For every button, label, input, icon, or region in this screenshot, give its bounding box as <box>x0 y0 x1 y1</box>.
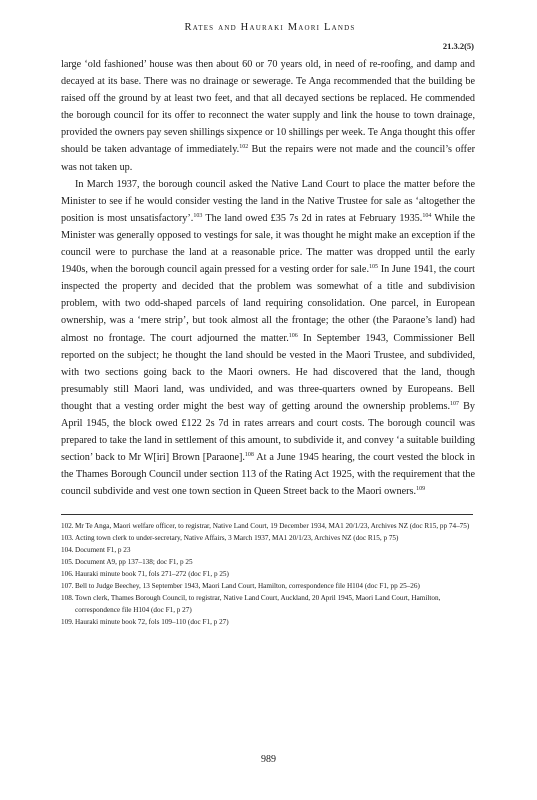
main-text <box>61 56 475 500</box>
page-number: 989 <box>261 754 276 765</box>
footnote-ref-102[interactable]: 102 <box>239 144 249 151</box>
footnote-ref-109[interactable]: 109 <box>416 486 426 493</box>
footnote-item: 105.Document A9, pp 137–138; doc F1, p 25 <box>61 558 193 567</box>
footnote-item: 109.Hauraki minute book 72, fols 109–110 (doc F1, p 27) <box>61 618 229 627</box>
footnote-item: 104.Document F1, p 23 <box>61 546 131 555</box>
paragraph-2: In March 1937, the borough council asked the Native Land Court to place the matter before the Minister to see if he would consider vesting the land in the Native Trustee for sale as ‘altogether the position is most unsatisfactory’.$^{103}$ The land owed £35 7s 2d in rates at February 1935.$^{104}$ While the Minister was generally opposed to vestings for sale, it was thought he might make an exception if the council were to purchase the land at a reasonable price. The matter was dropped until the early 1940s, when the borough council again pressed for a vesting order for sale.$^{105}$ In June 1941, the court inspected the property and decided that the problem was somewhat of a title and subdivision problem, with two odd-shaped parcels of land requiring consolidation. One parcel, in European ownership, was a ‘mere strip’, but took almost all the frontage; the other (the Paraone’s land) had almost no frontage. The court adjourned the matter.$^{106}$ In September 1943, Commissioner Bell reported on the subject; he thought the land should be vested in the Maori Trustee, and subdivided, with two sections going back to the Maori owners. He had discovered that the land, though presumably still Maori land, was undivided, and was three-quarters owned by Europeans. Bell thought that a vesting order might the best way of getting around the ownership problems.$^{107}$ By April 1945, the block owed £122 2s 7d in rates arrears and court costs. The borough council was prepared to take the land in settlement of this amount, to subdivide it, and convey ‘a suitable building section’ back to Mr W[iri] Brown [Paraone].$^{108}$ At a June 1945 hearing, the court vested the block in the Thames Borough Council under section 113 of the Rating Act 1925, with the requirement that the council subdivide and vest one town section in Queen Street back to the Maori owners.$^{109}$ <box>61 178 476 498</box>
footnote-item: 106.Hauraki minute book 71, fols 271–272 (doc F1, p 25) <box>61 570 229 579</box>
footnote-item: 103.Acting town clerk to under-secretary, Native Affairs, 3 March 1937, MA1 20/1/23, Archives NZ (doc R15, p 75) <box>61 534 399 543</box>
footnote-item: 108.Town clerk, Thames Borough Council, to registrar, Native Land Court, Auckland, 20 April 1945, Maori Land Court, Hamilton, correspondence file H104 (doc F1, p 27) <box>61 594 441 615</box>
footnote-ref-108[interactable]: 108 <box>244 452 254 459</box>
footnote-item: 107.Bell to Judge Beechey, 13 September 1943, Maori Land Court, Hamilton, correspondence file H104 (doc F1, pp 25–26) <box>61 582 420 591</box>
footnotes <box>61 520 475 628</box>
running-header: Rates and Hauraki Maori Lands <box>184 22 356 33</box>
footnote-ref-104[interactable]: 104 <box>422 212 432 219</box>
footnote-item: 102.Mr Te Anga, Maori welfare officer, to registrar, Native Land Court, 19 December 1934, MA1 20/1/23, Archives NZ (doc R15, pp 74–75) <box>61 522 470 530</box>
footnote-ref-105[interactable]: 105 <box>369 264 378 271</box>
footnote-ref-107[interactable]: 107 <box>450 400 460 407</box>
footnote-ref-106[interactable]: 106 <box>288 332 298 339</box>
footnote-ref-103[interactable]: 103 <box>193 212 203 219</box>
footnote-divider <box>61 514 473 515</box>
paragraph-1: large ‘old fashioned’ house was then about 60 or 70 years old, in need of re-roofing, and damp and decayed at its base. There was no drainage or sewerage. Te Anga recommended that the building be raised off the ground by at least two feet, and that all decayed sections be replaced. He commended the borough council for its offer to reconnect the water supply and link the house to town drainage, provided the owners pay seven shillings sixpence or 10 shillings per week. Te Anga thought this offer should be taken advantage of immediately.$^{102}$ But the repairs were not made and the council’s offer was not taken up. <box>61 59 475 173</box>
section-reference: 21.3.2(5) <box>442 41 474 51</box>
